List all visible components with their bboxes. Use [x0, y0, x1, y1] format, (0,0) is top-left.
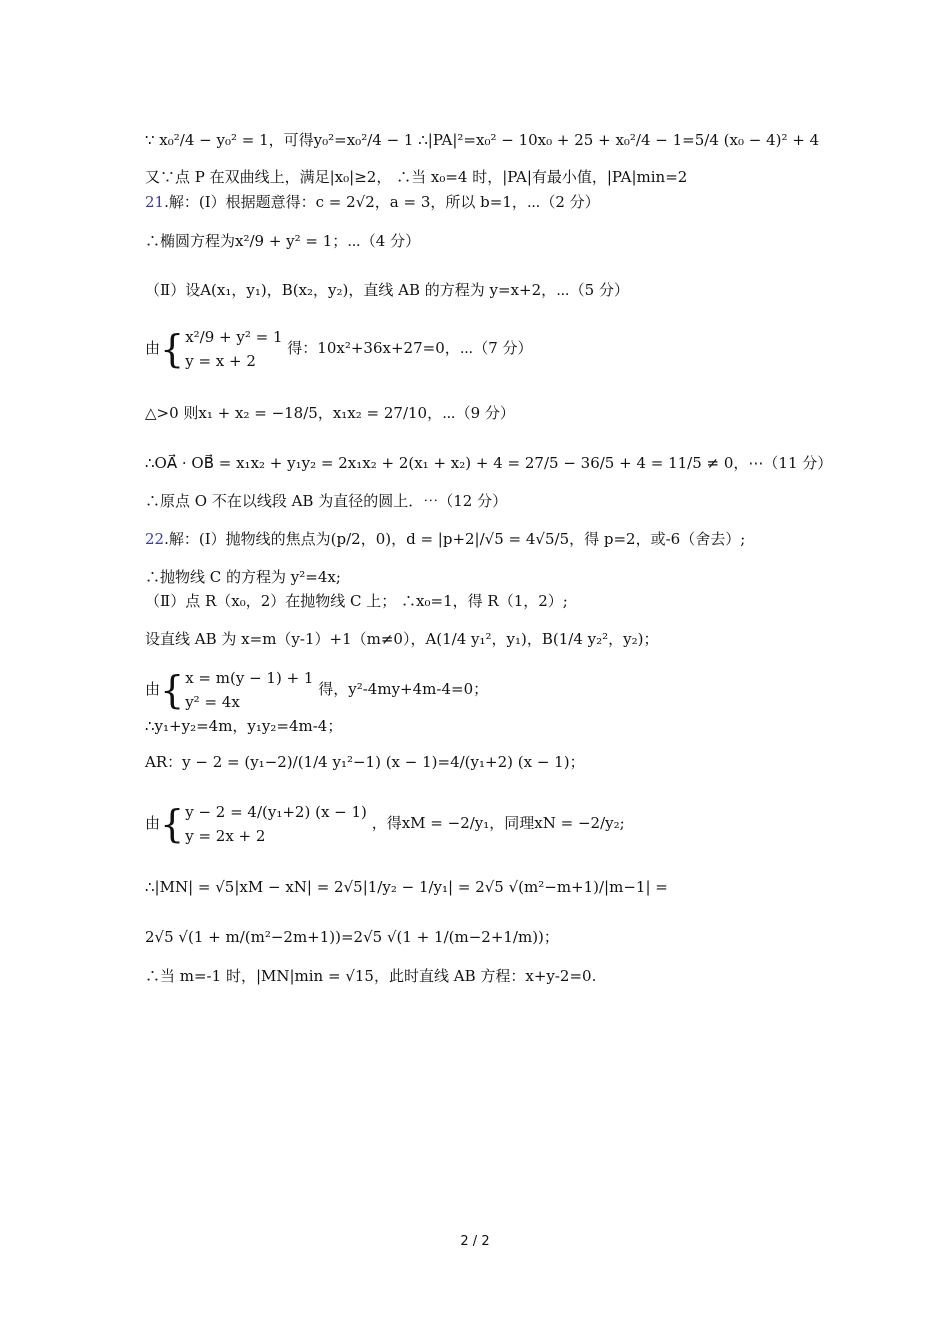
math-line-text: ∴|MN| = √5|xM − xN| = 2√5|1/y₂ − 1/y₁| = 2√5 √(m²−m+1)/|m−1| = [145, 878, 668, 896]
left-brace: { [160, 802, 185, 846]
left-brace: { [160, 668, 185, 712]
system-eq-1: y − 2 = 4/(y₁+2) (x − 1) [185, 803, 367, 821]
line-system-3 [145, 800, 625, 848]
math-line-text: △>0 则x₁ + x₂ = −18/5，x₁x₂ = 27/10，⋯（9 分） [145, 404, 515, 422]
question-number: 21 [145, 193, 165, 211]
line-mn-length [145, 877, 668, 897]
line-q22-part1 [145, 529, 745, 549]
line-q21-part1 [145, 192, 600, 212]
line-dot-product [145, 453, 832, 473]
line-final-answer [145, 966, 596, 986]
system-eq-1: x = m(y − 1) + 1 [185, 669, 314, 687]
math-line-text: ∴OA⃗ · OB⃗ = x₁x₂ + y₁y₂ = 2x₁x₂ + 2(x₁ + x₂) + 4 = 27/5 − 36/5 + 4 = 11/5 ≠ 0，⋯（11 分） [145, 454, 833, 472]
page-number: 2 / 2 [460, 1234, 490, 1249]
math-line-text: .解：(Ⅰ）根据题意得：c = 2√2，a = 3，所以 b=1，⋯（2 分） [164, 193, 600, 211]
equation-system [185, 800, 367, 848]
line-ellipse-equation [145, 231, 420, 251]
math-line-text: 2√5 √(1 + m/(m²−2m+1))=2√5 √(1 + 1/(m−2+1/m))； [145, 928, 559, 946]
line-q21-part2 [145, 280, 629, 300]
system-eq-1: x²/9 + y² = 1 [185, 328, 283, 346]
math-line-text: ∴原点 O 不在以线段 AB 为直径的圆上．⋯（12 分） [145, 492, 508, 510]
equation-system [185, 666, 313, 714]
question-number: 22 [145, 530, 165, 548]
line-mn-simplified [145, 927, 559, 947]
math-line-text: ∴抛物线 C 的方程为 y²=4x; [145, 568, 341, 586]
line-vieta [145, 403, 515, 423]
math-line-text: 设直线 AB 为 x=m（y-1）+1（m≠0），A(1/4 y₁²，y₁)，B(1/4 y₂²，y₂)； [145, 630, 659, 648]
system-eq-2: y² = 4x [185, 693, 240, 711]
line-y-sum-product [145, 716, 342, 736]
line-q22-part2 [145, 591, 568, 611]
line-hyperbola-relation [145, 130, 819, 150]
math-line-text: （Ⅱ）设A(x₁，y₁)，B(x₂，y₂)，直线 AB 的方程为 y=x+2，⋯（5 分） [145, 281, 629, 299]
prefix-text: 由 [145, 680, 161, 698]
prefix-text: 由 [145, 339, 161, 357]
line-conclusion-21 [145, 491, 507, 511]
line-system-1 [145, 325, 533, 373]
math-line-text: ∵ x₀²/4 − y₀² = 1，可得y₀²=x₀²/4 − 1 ∴|PA|²=x₀² − 10x₀ + 25 + x₀²/4 − 1=5/4 (x₀ − 4)² + 4 [145, 131, 820, 149]
prefix-text: 由 [145, 814, 161, 832]
line-parabola-equation [145, 567, 341, 587]
left-brace: { [160, 327, 185, 371]
math-line-text: .解：(Ⅰ）抛物线的焦点为(p/2，0)，d = |p+2|/√5 = 4√5/5，得 p=2，或-6（舍去）; [164, 530, 746, 548]
system-eq-2: y = 2x + 2 [185, 827, 266, 845]
math-line-text: （Ⅱ）点 R（x₀，2）在抛物线 C 上； ∴x₀=1，得 R（1，2）; [145, 592, 568, 610]
line-system-2 [145, 666, 488, 714]
math-line-text: 又∵点 P 在双曲线上，满足|x₀|≥2， ∴当 x₀=4 时，|PA|有最小值，|PA|min=2 [145, 168, 688, 186]
math-line-text: ∴椭圆方程为x²/9 + y² = 1；⋯（4 分） [145, 232, 421, 250]
equation-system [185, 325, 282, 373]
system-eq-2: y = x + 2 [185, 352, 256, 370]
math-line-text: ，得xM = −2/y₁，同理xN = −2/y₂; [371, 814, 625, 832]
line-pa-minimum [145, 167, 687, 187]
math-line-text: 得，y²-4my+4m-4=0； [318, 680, 489, 698]
line-ar-equation [145, 752, 585, 772]
math-line-text: 得：10x²+36x+27=0，⋯（7 分） [287, 339, 533, 357]
math-line-text: ∴y₁+y₂=4m，y₁y₂=4m-4； [145, 717, 343, 735]
math-line-text: AR：y − 2 = (y₁−2)/(1/4 y₁²−1) (x − 1)=4/(y₁+2) (x − 1)； [145, 753, 585, 771]
line-line-ab [145, 629, 659, 649]
math-line-text: ∴当 m=-1 时，|MN|min = √15，此时直线 AB 方程：x+y-2=0. [145, 967, 597, 985]
